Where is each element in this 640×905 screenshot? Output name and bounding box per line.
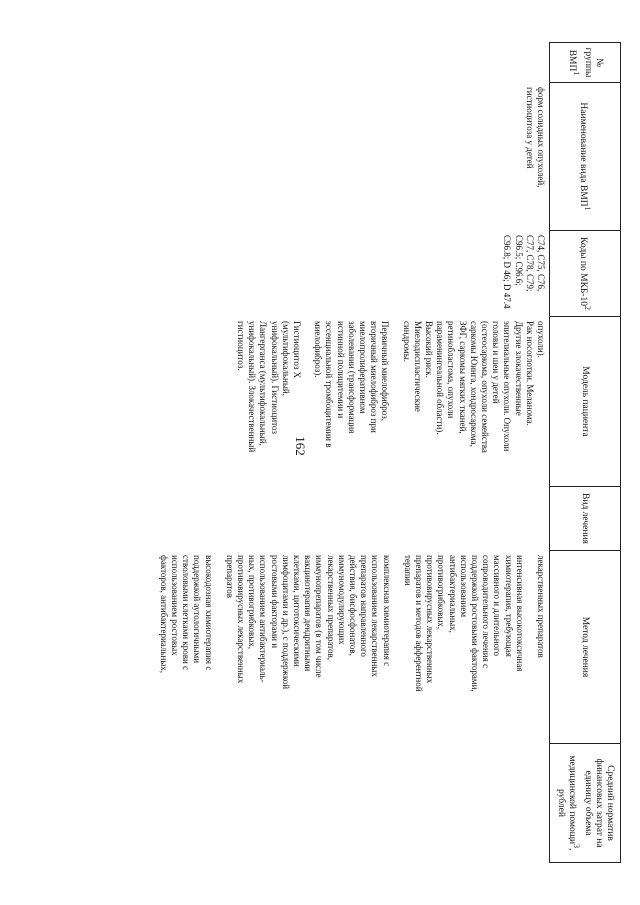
cell-group-number	[145, 43, 550, 83]
method-line: иммуномодулирующих	[336, 555, 347, 645]
model-line: головы и шеи у детей	[491, 321, 502, 404]
method-line: лекарственных препаратов,	[325, 555, 336, 660]
cell-average-cost	[145, 744, 550, 863]
model-line: Первичный миелофиброз,	[380, 321, 391, 422]
model-line: саркомы Юинга, хондросаркома,	[468, 321, 479, 447]
method-line: стволовыми клетками крови с	[181, 555, 192, 671]
cell-icd-codes	[145, 231, 550, 317]
code-line: C96.8; D 46; D 47.4	[502, 235, 513, 309]
header-treatment-method: Метод лечения	[550, 551, 621, 744]
method-line: препаратов направленного	[359, 555, 370, 657]
model-line: истинной полицитемии и	[335, 321, 346, 419]
method-line: высокодозная химиотерапия с	[203, 555, 214, 671]
method-line: поддержкой ростовыми факторами,	[469, 555, 480, 692]
model-line: Высокий риск.	[423, 321, 434, 378]
method-line: препаратов и методов афферентной	[413, 555, 424, 692]
treatment-table	[145, 42, 622, 863]
header-patient-model: Модель пациента	[550, 317, 621, 487]
model-line: миелопролиферативном	[357, 321, 368, 414]
name-line: гистиоцитоза у детей	[524, 87, 535, 169]
method-line: противовирусных лекарственных	[425, 555, 436, 684]
model-block	[235, 321, 302, 482]
header-icd-codes: Коды по МКБ-$10^2$	[550, 231, 621, 317]
model-line: миелофиброз).	[313, 321, 324, 378]
method-line: терапии	[402, 555, 413, 586]
cell-treatment-method	[145, 551, 550, 744]
header-vmp-name: Наименование вида ВМП$^1$	[550, 83, 621, 231]
name-line: форм солидных опухолей,	[536, 87, 546, 188]
model-line: гистиоцитоз.	[235, 321, 246, 371]
model-block	[400, 321, 546, 482]
method-line: поддержкой аутологичными	[192, 555, 203, 664]
model-block	[312, 321, 390, 482]
method-line: лекарственных препаратов	[536, 555, 546, 658]
method-line: клетками, цитотоксическими	[291, 555, 302, 667]
method-line: антибактериальных,	[447, 555, 458, 633]
method-line: использованием	[458, 555, 469, 618]
code-line: C96.5; C96.6;	[513, 235, 524, 286]
model-line: заболевании (трансформация	[346, 321, 357, 434]
method-line: использованием ростовых	[169, 555, 180, 656]
method-block	[535, 555, 546, 739]
model-line: Другие злокачественные	[513, 321, 524, 416]
header-treatment-type: Вид лечения	[550, 487, 621, 551]
model-line: ЗФГ, саркомы мягких тканей,	[457, 321, 468, 434]
method-line: действия, бисфосфонатов,	[347, 555, 358, 656]
method-line: ных, противогрибковых,	[247, 555, 258, 650]
method-line: сопроводительного лечения с	[481, 555, 492, 668]
page-number: 162	[293, 436, 308, 456]
method-line: лимфоцитами и др.), с поддержкой	[280, 555, 291, 690]
method-line: массивного и длительного	[492, 555, 503, 656]
method-block	[224, 555, 392, 739]
method-line: препаратов	[224, 555, 235, 598]
model-line: Рак носоглотки. Меланома.	[524, 321, 535, 426]
code-line: C74, C75, C76,	[536, 235, 546, 292]
model-line: Миелодиспластические	[412, 321, 423, 412]
model-line: унифокальный). Злокачественный	[247, 321, 258, 453]
method-line: противовирусных лекарственных	[235, 555, 246, 684]
method-line: ростовыми факторами и	[269, 555, 280, 649]
table-sheet	[76, 42, 621, 862]
header-row	[550, 43, 621, 863]
model-line: эссенциальной тромбоцитемии в	[324, 321, 335, 448]
method-line: использованием антибактериаль-	[258, 555, 269, 683]
method-line: иммунопрепаратов (в том числе	[314, 555, 325, 678]
model-line: параменингеальной области).	[435, 321, 446, 435]
table-row	[145, 43, 550, 863]
model-line: Гистиоцитоз X	[291, 321, 302, 379]
method-line: факторов, антибактериальных,	[158, 555, 169, 674]
method-line: химиотерапия, требующая	[503, 555, 514, 657]
method-line: противогрибковых,	[436, 555, 447, 630]
header-average-cost: Средний норматив финансовых затрат на единицу объема медицинской помощи$^3$, рублей	[550, 744, 621, 863]
model-line: (остеосаркома, опухоли семейства	[479, 321, 490, 453]
cell-patient-model	[145, 317, 550, 487]
cell-vmp-name	[145, 83, 550, 231]
model-line: Лангерганса (мультифокальный,	[258, 321, 269, 446]
method-line: интенсивная высокотоксичная	[514, 555, 525, 672]
method-line: вакцинотерапия дендритными	[303, 555, 314, 672]
model-line: эпителиальные опухоли. Опухоли	[502, 321, 513, 452]
method-block	[402, 555, 525, 739]
method-line: использованием лекарственных	[370, 555, 381, 677]
model-line: опухоли).	[536, 321, 546, 358]
method-block	[158, 555, 214, 739]
model-line: ретинобластома, опухоли	[446, 321, 457, 419]
model-line: (мультифокальный,	[280, 321, 291, 396]
code-line: C77, C78, C79;	[524, 235, 535, 292]
model-line: унифокальный). Гистиоцитоз	[269, 321, 280, 434]
model-line: вторичный миелофиброз при	[369, 321, 380, 433]
model-line: синдромы.	[401, 321, 412, 363]
cell-treatment-type	[145, 487, 550, 551]
method-line: комплексная химиотерапия с	[381, 555, 392, 667]
header-group-number: № группы ВМП$^1$	[550, 43, 621, 83]
